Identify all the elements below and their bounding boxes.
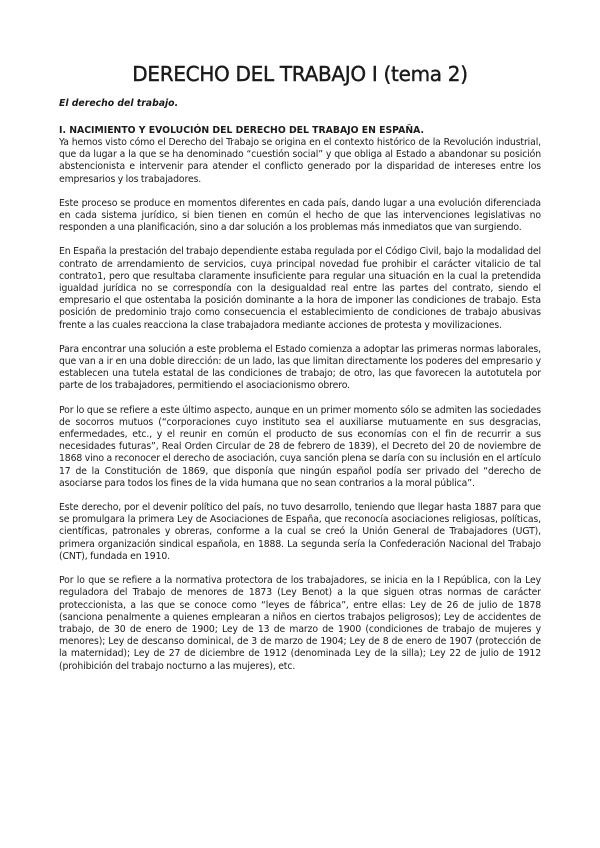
paragraph: Este proceso se produce en momentos diferentes en cada país, dando lugar a una evolución diferenciada en cada sistema jurídico, si bien tienen en común el hecho de que las intervenciones legislativas no responden a una planificación, sino a dar solución a los problemas más inmediatos que van surgiendo.: [59, 197, 541, 234]
paragraph: En España la prestación del trabajo dependiente estaba regulada por el Código Civil, bajo la modalidad del contrato de arrendamiento de servicios, cuya principal novedad fue prohibir el carácter vitalicio de tal contrato1, pero que resultaba claramente insuficiente para regular una situación en la cual la pretendida igualdad jurídica no se correspondía con la desigualdad real entre las partes del contrato, siendo el empresario el que ostentaba la posición dominante a la hora de imponer las condiciones de trabajo. Esta posición de predominio trajo como consecuencia el establecimiento de condiciones de trabajo abusivas frente a las cuales reacciona la clase trabajadora mediante acciones de protesta y movilizaciones.: [59, 246, 541, 331]
section-heading: I. NACIMIENTO Y EVOLUCIÓN DEL DERECHO DEL TRABAJO EN ESPAÑA.: [59, 125, 425, 136]
document-subtitle: El derecho del trabajo.: [59, 98, 179, 109]
document-title: DERECHO DEL TRABAJO I (tema 2): [132, 62, 468, 86]
paragraph: Para encontrar una solución a este problema el Estado comienza a adoptar las primeras normas laborales, que van a ir en una doble dirección: de un lado, las que limitan directamente los poderes del empresario y establecen una tutela estatal de las condiciones de trabajo; de otro, las que favorecen la autotutela por parte de los trabajadores, permitiendo el asociacionismo obrero.: [59, 343, 541, 392]
paragraph: Por lo que se refiere a la normativa protectora de los trabajadores, se inicia en la I República, con la Ley reguladora del Trabajo de menores de 1873 (Ley Benot) a la que siguen otras normas de carácter proteccionista, a las que se conoce como “leyes de fábrica”, entre ellas: Ley de 26 de julio de 1878 (sanciona penalmente a quienes emplearan a niños en ciertos trabajos peligrosos); Ley de accidentes de trabajo, de 30 de enero de 1900; Ley de 13 de marzo de 1900 (condiciones de trabajo de mujeres y menores); Ley de descanso dominical, de 3 de marzo de 1904; Ley de 8 de enero de 1907 (protección de la maternidad); Ley de 27 de diciembre de 1912 (denominada Ley de la silla); Ley 22 de julio de 1912 (prohibición del trabajo nocturno a las mujeres), etc.: [59, 575, 541, 672]
paragraph: Por lo que se refiere a este último aspecto, aunque en un primer momento sólo se admiten las sociedades de socorros mutuos (“corporaciones cuyo instituto sea el auxiliarse mutuamente en sus desgracias, enfermedades, etc., y el reunir en común el producto de sus economías con el fin de recurrir a sus necesidades futuras”, Real Orden Circular de 28 de febrero de 1839), el Decreto del 20 de noviembre de 1868 vino a reconocer el derecho de asociación, cuya sanción plena se daría con su inclusión en el artículo 17 de la Constitución de 1869, que disponía que ningún español podía ser privado del “derecho de asociarse para todos los fines de la vida humana que no sean contrarios a la moral pública”.: [59, 404, 541, 489]
paragraph: Ya hemos visto cómo el Derecho del Trabajo se origina en el contexto histórico de la Revolución industrial, que da lugar a la que se ha denominado “cuestión social” y que obliga al Estado a abandonar su posición abstencionista e intervenir para atender el conflicto generado por la disparidad de intereses entre los empresarios y los trabajadores.: [59, 137, 541, 185]
paragraph: Este derecho, por el devenir político del país, no tuvo desarrollo, teniendo que llegar hasta 1887 para que se promulgara la primera Ley de Asociaciones de España, que reconocía asociaciones religiosas, políticas, científicas, patronales y obreras, conforme a la cual se creó la Unión General de Trabajadores (UGT), primera organización sindical española, en 1888. La segunda sería la Confederación Nacional del Trabajo (CNT), fundada en 1910.: [59, 502, 541, 562]
document-page: [59, 60, 541, 685]
